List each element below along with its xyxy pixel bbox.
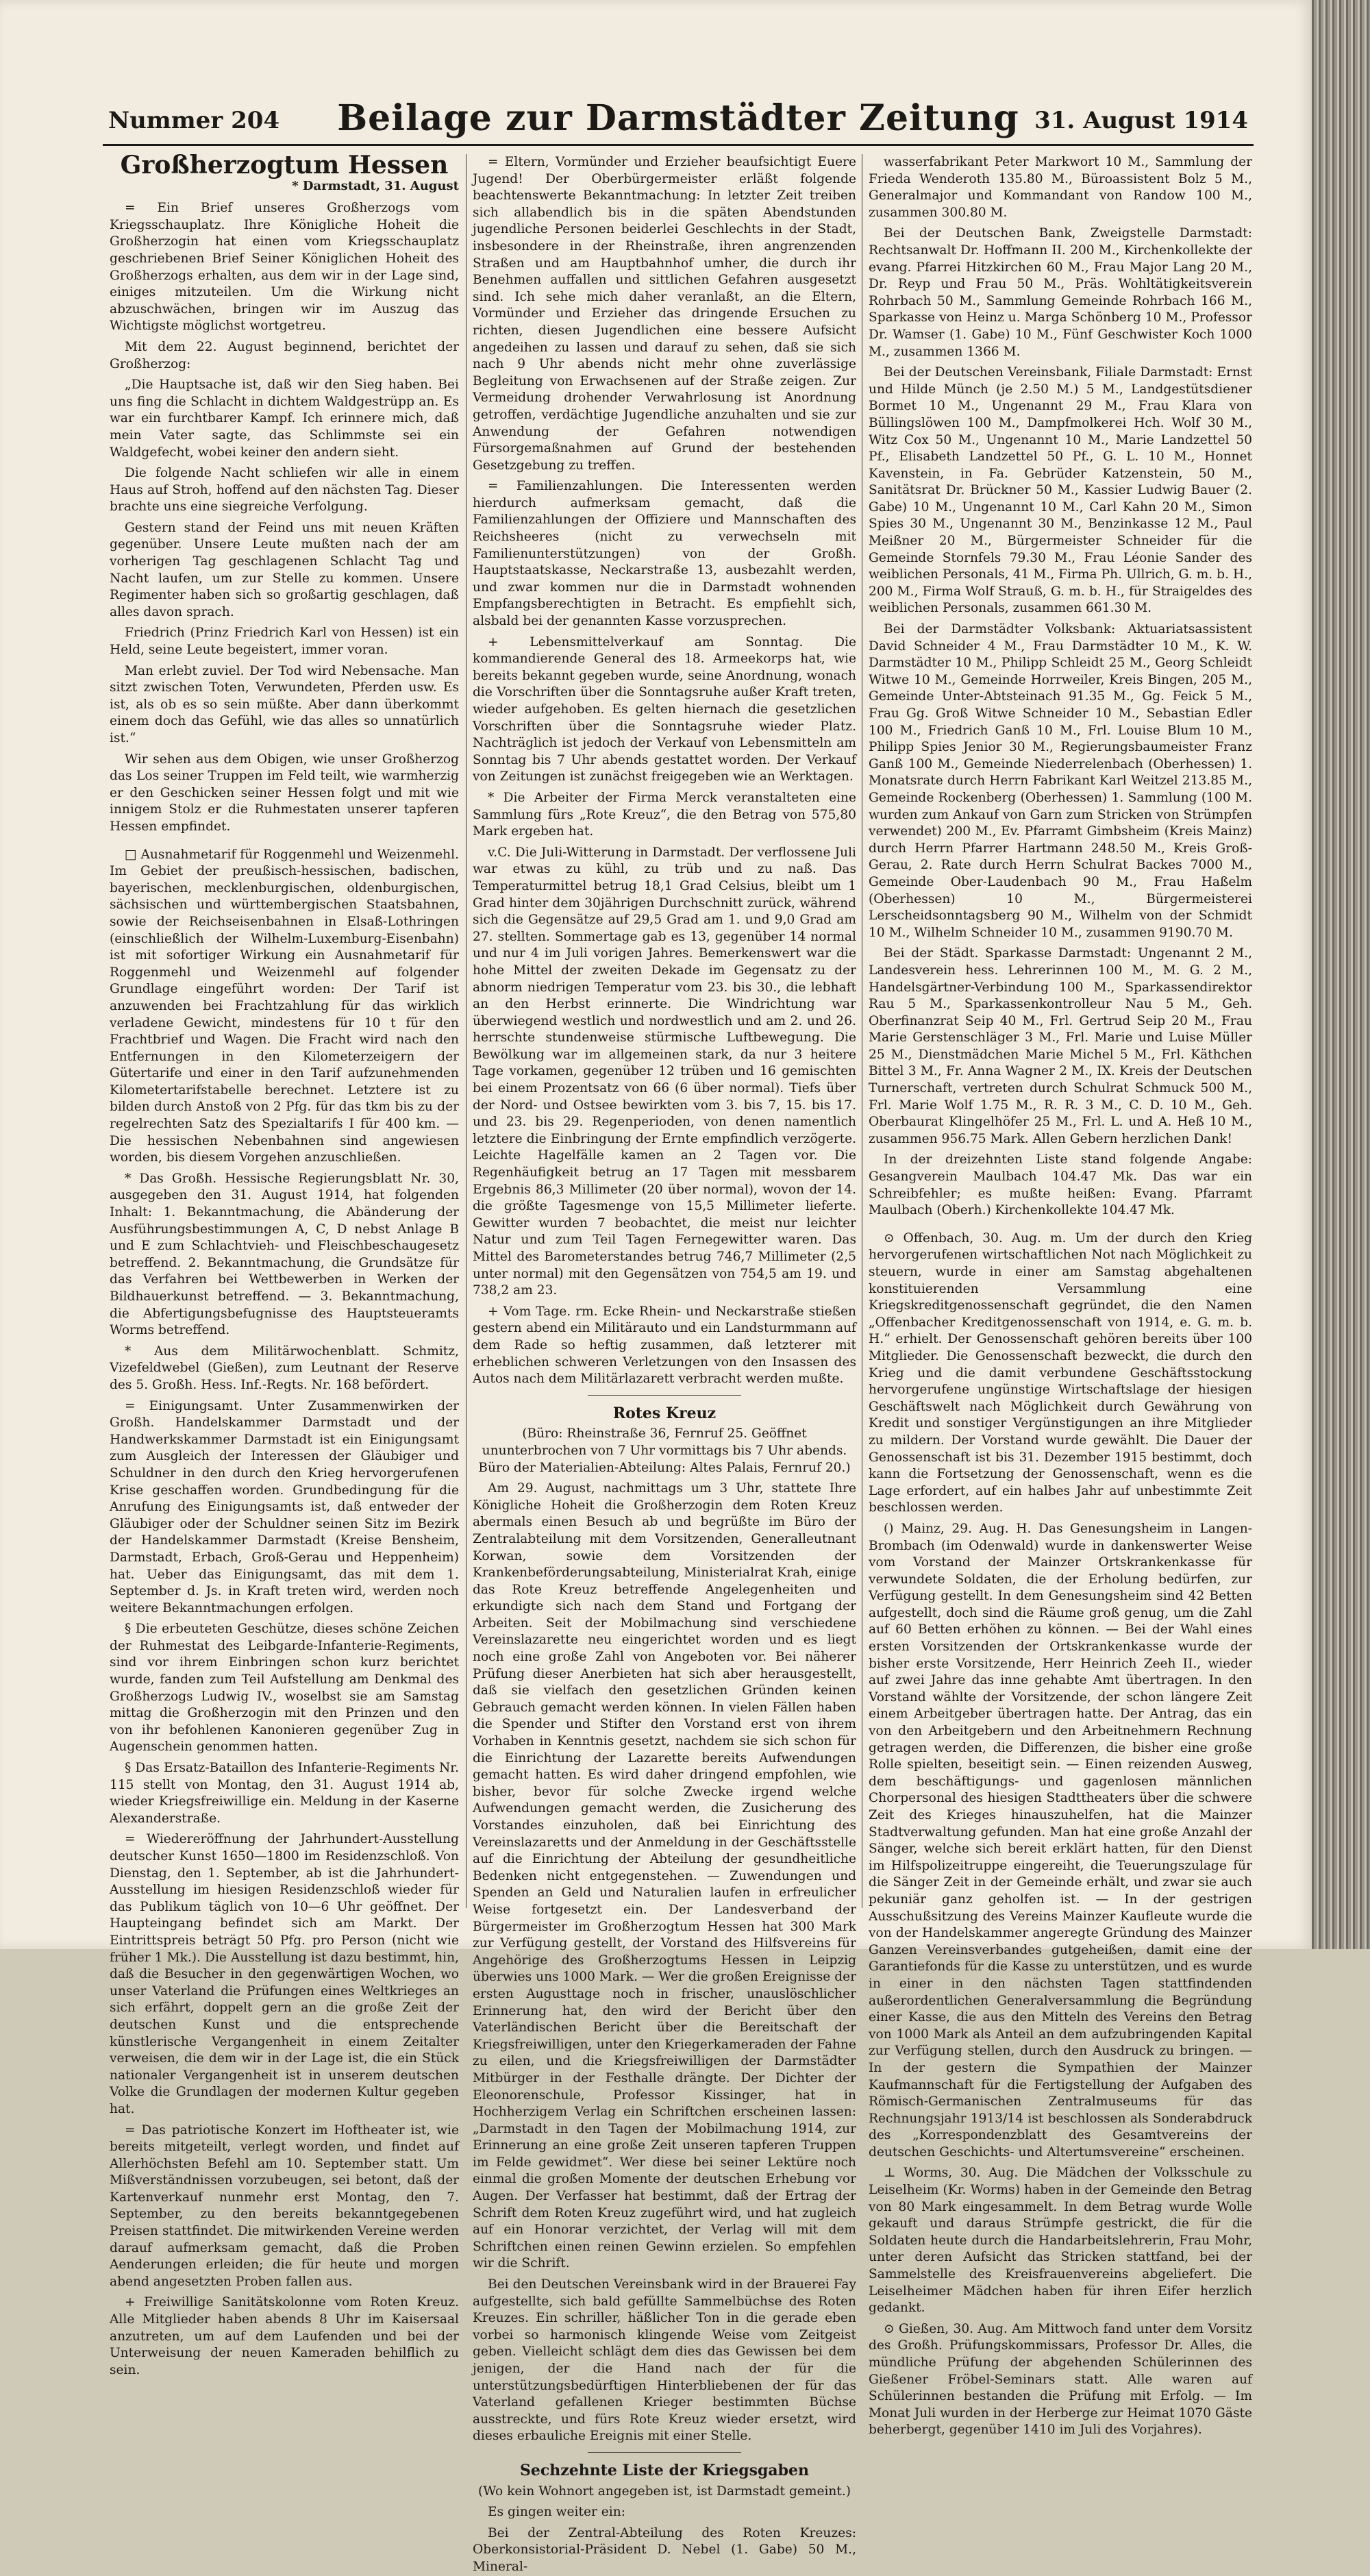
article-paragraph: + Lebensmittelverkauf am Sonntag. Die kommandierende General des 18. Armeekorps hat, wie bereits bekannt gegeben wurde, seine Anordnung, wonach die Vorschriften über die Sonntagsruhe außer Kraft treten, wieder aufgehoben. Es gelten hiernach die gesetzlichen Vorschriften über die Sonntagsruhe wieder Platz. Nachträglich ist jedoch der Verkauf von Lebensmitteln am Sonntag bis 7 Uhr abends gestattet worden. Der Verkauf von Zeitungen ist zunächst freigegeben wie an Werktagen. xyxy=(473,634,856,784)
divider xyxy=(588,1395,741,1396)
article-paragraph: Bei der Städt. Sparkasse Darmstadt: Ungenannt 2 M., Landesverein hess. Lehrerinnen 100 M., M. G. 2 M., Handelsgärtner-Verbindung 100 M., Sparkassendirektor Rau 5 M., Sparkassenkontrolleur Nau 5 M., Geh. Oberfinanzrat Seip 40 M., Frl. Gertrud Seip 20 M., Frau Marie Gerstenschläger 3 M., Frl. Marie und Luise Müller 25 M., Dienstmädchen Marie Michel 5 M., Frl. Käthchen Bittel 3 M., Fr. Anna Wagner 2 M., IX. Kreis der Deutschen Turnerschaft, vertreten durch Schulrat Schmuck 500 M., Frl. Marie Wolf 1.75 M., R. R. 3 M., C. D. 10 M., Geh. Oberbaurat Klingelhöfer 25 M., Frl. L. und A. Heß 10 M., zusammen 956.75 Mark. Allen Gebern herzlichen Dank! xyxy=(869,946,1252,1146)
article-paragraph: ⊥ Worms, 30. Aug. Die Mädchen der Volksschule zu Leiselheim (Kr. Worms) haben in der Gemeinde den Betrag von 80 Mark eingesammelt. In dem Betrag wurde Wolle gekauft und daraus Strümpfe gestrickt, die für die Soldaten heute durch die Handarbeitslehrerin, Frau Mohr, unter deren Aufsicht das Stricken stattfand, bei der Sammelstelle des Kreisfrauenvereins abgeliefert. Die Leiselheimer Mädchen haben für ihren Eifer herzlich gedankt. xyxy=(869,2166,1252,2316)
issue-number: Nummer 204 xyxy=(108,107,280,134)
article-paragraph: Am 29. August, nachmittags um 3 Uhr, stattete Ihre Königliche Hoheit die Großherzogin dem Roten Kreuz abermals einen Besuch ab und begrüßte im Büro der Zentralabteilung mit dem Vorsitzenden, Generalleutnant Korwan, sowie dem Vorsitzenden der Krankenbeförderungsabteilung, Ministerialrat Krah, einige das Rote Kreuz betreffende Angelegenheiten und erkundigte sich nach dem Stand und Fortgang der Arbeiten. Seit der Mobilmachung sind verschiedene Vereinslazarette neu eingerichtet worden und es liegt noch eine große Zahl von Angeboten vor. Bei näherer Prüfung dieser Anerbieten hat sich aber herausgestellt, daß sie vielfach den gesetzlichen Gründen keinen Gebrauch gemacht werden können. In vielen Fällen haben die Spender und Stifter den Vorstand erst von ihrem Vorhaben in Kenntnis gesetzt, nachdem sie sich schon für die Einrichtung der Lazarette bereits Aufwendungen gemacht hatten. Es wird daher dringend empfohlen, wie bisher, bevor für solche Zwecke irgend welche Aufwendungen gemacht werden, die Zusicherung des Vorstandes einzuholen, daß bei Einrichtung des Vereinslazaretts und der Anmeldung in der Geschäftsstelle auf die Einrichtung der Abteilung der gesundheitliche Bedenken nicht entgegenstehen. — Zuwendungen und Spenden an Geld und Naturalien laufen in erfreulicher Weise fortgesetzt ein. Der Landesverband der Bürgermeister im Großherzogtum Hessen hat 300 Mark zur Verfügung gestellt, der Vorstand des Hilfsvereins für Angehörige des Großherzogtums Hessen in Leipzig überwies uns 1000 Mark. — Wer die großen Ereignisse der ersten Augusttage noch in frischer, unauslöschlicher Erinnerung hat, den wird der Bericht über den Vaterländischen Bericht über die Bereitschaft der Kriegsfreiwilligen, unter den Kriegerkameraden der Fahne zu eilen, und die Kriegsfreiwilligen der Darmstädter Mitbürger in der Festhalle drängte. Der Dichter der Eleonorenschule, Professor Kissinger, hat in Hochherzigem Verlag ein Schriftchen erscheinen lassen: „Darmstadt in den Tagen der Mobilmachung 1914, zur Erinnerung an eine große Zeit unseren tapferen Truppen im Felde gewidmet“. Wer diese bei seiner Lektüre noch einmal die großen Momente der deutschen Erhebung vor Augen. Der Verfasser hat bestimmt, daß der Ertrag der Schrift dem Roten Kreuz zugeführt wird, und hat zugleich auf ein Honorar verzichtet, der Verlag will mit dem Schriftchen einen reinen Gewinn erzielen. So empfehlen wir die Schrift. xyxy=(473,1481,856,2271)
article-paragraph: § Die erbeuteten Geschütze, dieses schöne Zeichen der Ruhmestat des Leibgarde-Infanterie-Regiments, sind vor ihrem Einbringen schon kurz berichtet wurde, fanden zum Teil Aufstellung am Denkmal des Großherzogs Ludwig IV., woselbst sie am Samstag mittag die Großherzogin mit den Prinzen und den von ihr befohlenen Kanonieren gegenüber Zug in Augenschein genommen hatten. xyxy=(110,1622,459,1755)
article-paragraph: = Eltern, Vormünder und Erzieher beaufsichtigt Euere Jugend! Der Oberbürgermeister erläßt folgende beachtenswerte Bekanntmachung: In letzter Zeit treiben sich allabendlich bis in die späten Abendstunden jugendliche Personen beiderlei Geschlechts in der Stadt, insbesondere in der Rheinstraße, ihren angrenzenden Straßen und am Hauptbahnhof umher, die durch ihr Benehmen auffallen und sittlichen Gefahren ausgesetzt sind. Ich sehe mich daher veranlaßt, an die Eltern, Vormünder und Erzieher das dringende Ersuchen zu richten, diesen Jugendlichen eine bessere Aufsicht angedeihen zu lassen und darauf zu sehen, daß sie sich nach 9 Uhr abends nicht mehr ohne zuverlässige Begleitung von Erwachsenen auf der Straße zeigen. Zur Vermeidung drohender Verwahrlosung ist Anordnung getroffen, verdächtige Jugendliche anzuhalten und sie zur Anwendung der Gefahren notwendigen Fürsorgemaßnahmen auf Grund der bestehenden Gesetzgebung zu treffen. xyxy=(473,155,856,473)
article-paragraph: v.C. Die Juli-Witterung in Darmstadt. Der verflossene Juli war etwas zu kühl, zu trüb und zu naß. Das Temperaturmittel betrug 18,1 Grad Celsius, bleibt um 1 Grad hinter dem 30jährigen Durchschnitt zurück, während sich die Gegensätze auf 29,5 Grad am 1. und 9,0 Grad am 27. stellten. Sommertage gab es 13, gegenüber 14 normal und nur 4 im Juli vorigen Jahres. Bemerkenswert war die hohe Mittel der zweiten Dekade im Gegensatz zu der abnorm niedrigen Temperatur vom 23. bis 30., die lebhaft an den Herbst erinnerte. Die Windrichtung war überwiegend westlich und nordwestlich und am 2. und 26. herrschte stundenweise stürmische Luftbewegung. Die Bewölkung war im allgemeinen stark, da nur 3 heitere Tage vorkamen, gegenüber 12 trüben und 16 gemischten bei einem Prozentsatz von 66 (6 über normal). Tiefs über der Nord- und Ostsee bewirkten vom 3. bis 7, 15. bis 17. und 23. bis 29. Regenperioden, von denen namentlich letztere die Einbringung der Ernte empfindlich verzögerte. Leichte Hagelfälle kamen an 2 Tagen vor. Die Regenhäufigkeit betrug an 17 Tagen mit messbarem Ergebnis 86,3 Millimeter (20 über normal), wovon der 14. die größte Tagesmenge von 15,5 Millimeter lieferte. Gewitter wurden 7 beobachtet, die meist nur leichter Natur und zum Teil Tagen Fernegewitter waren. Das Mittel des Barometerstandes betrug 746,7 Millimeter (2,5 unter normal) mit den Gegensätzen von 754,5 am 19. und 738,2 am 23. xyxy=(473,845,856,1298)
article-paragraph: ⊙ Offenbach, 30. Aug. m. Um der durch den Krieg hervorgerufenen wirtschaftlichen Not nach Möglichkeit zu steuern, wurde in einer am Samstag abgehaltenen konstituierenden Versammlung eine Kriegskreditgenossenschaft gegründet, die den Namen „Offenbacher Kreditgenossenschaft von 1914, e. G. m. b. H.“ erhielt. Der Genossenschaft gehören bereits über 100 Mitglieder. Die Genossenschaft bezweckt, die durch den Krieg und die damit verbundene Geschäftsstockung hervorgerufene ungünstige Wirtschaftslage der hiesigen Geschäftswelt nach Möglichkeit durch Gewährung von Kredit und sonstiger Vergünstigungen an ihre Mitglieder zu mildern. Der Vorstand wurde gewählt. Die Dauer der Genossenschaft ist bis 31. Dezember 1915 bestimmt, doch kann die Fortsetzung der Genossenschaft, wenn es die Lage erfordert, auf ein halbes Jahr auf unbestimmte Zeit beschlossen werden. xyxy=(869,1230,1252,1515)
column-3 xyxy=(869,154,1252,2438)
section-title: Großherzogtum Hessen xyxy=(120,151,449,179)
article-paragraph: § Das Ersatz-Bataillon des Infanterie-Regiments Nr. 115 stellt von Montag, den 31. August 1914 ab, wieder Kriegsfreiwillige ein. Meldung in der Kaserne Alexanderstraße. xyxy=(110,1761,459,1826)
article-paragraph: wasserfabrikant Peter Markwort 10 M., Sammlung der Frieda Wenderoth 135.80 M., Büroassistent Bolz 5 M., Generalmajor und Kommandant von Randow 100 M., zusammen 300.80 M. xyxy=(869,155,1252,220)
article-paragraph: = Wiedereröffnung der Jahrhundert-Ausstellung deutscher Kunst 1650—1800 im Residenzschloß. Von Dienstag, den 1. September, ab ist die Jahrhundert-Ausstellung im hiesigen Residenzschloß wieder für das Publikum täglich von 10—6 Uhr geöffnet. Der Haupteingang befindet sich am Markt. Der Eintrittspreis beträgt 50 Pfg. pro Person (nicht wie früher 1 Mk.). Die Ausstellung ist dazu bestimmt, hin, daß die Besucher in den gegenwärtigen Wochen, wo unser Vaterland die Prüfungen eines Weltkrieges an sich erfährt, doppelt gern an die große Zeit der deutschen Kunst und die entsprechende künstlerische Vergangenheit in einem Zeitalter verweisen, die dem wir in der Lage ist, die ein Stück nationaler Vergangenheit ist in unserem deutschen Volke die Grundlagen der modernen Kultur gegeben hat. xyxy=(110,1832,459,2116)
book-binding-edge xyxy=(1312,0,1370,1949)
article-paragraph: Man erlebt zuviel. Der Tod wird Nebensache. Man sitzt zwischen Toten, Verwundeten, Pferden usw. Es ist, als ob es so sein müßte. Aber dann überkommt einem doch das Gefühl, wie das alles so unnatürlich ist.“ xyxy=(110,663,459,745)
article-paragraph: Friedrich (Prinz Friedrich Karl von Hessen) ist ein Held, seine Leute begeistert, immer voran. xyxy=(110,626,459,658)
article-paragraph: + Freiwillige Sanitätskolonne vom Roten Kreuz. Alle Mitglieder haben abends 8 Uhr im Kaisersaal anzutreten, um auf dem Laufenden und bei der Unterweisung der neuen Kameraden behilflich zu sein. xyxy=(110,2295,459,2377)
rotes-kreuz-note: (Büro: Rheinstraße 36, Fernruf 25. Geöffnet ununterbrochen von 7 Uhr vormittags bis 7 Uhr abends. Büro der Materialien-Abteilung: Altes Palais, Fernruf 20.) xyxy=(478,1426,851,1475)
article-paragraph: Gestern stand der Feind uns mit neuen Kräften gegenüber. Unsere Leute mußten nach der am vorherigen Tag geschlagenen Schlacht Tag und Nacht laufen, um zur Stelle zu kommen. Unsere Regimenter haben sich so großartig geschlagen, daß alles davon sprach. xyxy=(110,520,459,619)
article-paragraph: () Mainz, 29. Aug. H. Das Genesungsheim in Langen-Brombach (im Odenwald) wurde in dankenswerter Weise vom Vorstand der Mainzer Ortskrankenkasse für verwundete Soldaten, die der Erholung bedürfen, zur Verfügung gestellt. In dem Genesungsheim sind 42 Betten aufgestellt, doch sind die Räume groß genug, um die Zahl auf 60 Betten erhöhen zu können. — Bei der Wahl eines ersten Vorsitzenden der Ortskrankenkasse wurde der bisher erste Vorsitzende, Herr Heinrich Zeeh II., wieder auf zwei Jahre das inne gehabte Amt übertragen. In den Vorstand wählte der Vorsitzende, der schon längere Zeit einem Arbeitgeber übertragen hatte. Der Antrag, das ein von den Arbeitgebern und den Arbeitnehmern Rechnung getragen werden, die Differenzen, die bisher eine große Rolle spielten, beseitigt sein. — Einen reizenden Ausweg, dem beschäftigungs- und gagenlosen männlichen Chorpersonal des hiesigen Stadttheaters über die schwere Zeit des Krieges hinauszuhelfen, hat die Mainzer Stadtverwaltung gefunden. Man hat eine große Anzahl der Sänger, welche sich bereit erklärt hatten, für den Dienst im Hilfspolizeitruppe eingereiht, die Teuerungszulage für die Sänger Zeit in der Gemeinde erhält, und zwar sie auch pekuniär ganz geholfen ist. — In der gestrigen Ausschußsitzung des Vereins Mainzer Kaufleute wurde die von der Handelskammer angeregte Gründung des Mainzer Ganzen Vereinsverbandes gutgeheißen, damit eine der Garantiefonds für die Kasse zu unterstützen, und es wurde in einer in den nächsten Tagen stattfindenden außerordentlichen Generalversammlung die Begründung einer Kasse, die aus den Mitteln des Vereins den Betrag von 1000 Mark als Anteil an dem aufzubringenden Kapital zur Verfügung stellen, durch den Ausdruck zu bringen. — In der gestern die Sympathien der Mainzer Kaufmannschaft für die Fertigstellung der Aufgaben des Römisch-Germanischen Zentralmuseums für das Rechnungsjahr 1913/14 ist beschlossen als Sonderabdruck des „Korrespondenzblatt des Gesamtvereins der deutschen Geschichts- und Altertumsvereine“ erscheinen. xyxy=(869,1521,1252,2159)
column-1 xyxy=(110,151,459,2377)
article-paragraph: + Vom Tage. rm. Ecke Rhein- und Neckarstraße stießen gestern abend ein Militärauto und ein Landsturmmann auf dem Rade so heftig zusammen, daß letzterer mit erheblichen schweren Verletzungen von den Insassen des Autos nach dem Militärlazarett verbracht werden mußte. xyxy=(473,1304,856,1387)
divider xyxy=(588,2452,741,2453)
rotes-kreuz-heading: Rotes Kreuz xyxy=(612,1404,717,1422)
liste-heading: Sechzehnte Liste der Kriegsgaben xyxy=(519,2461,810,2479)
article-paragraph: = Einigungsamt. Unter Zusammenwirken der Großh. Handelskammer Darmstadt und der Handwerkskammer Darmstadt ist ein Einigungsamt zum Ausgleich der Interessen der Gläubiger und Schuldner in den durch den Krieg hervorgerufenen Krise geschaffen worden. Grundbedingung für die Anrufung des Einigungsamts ist, daß entweder der Gläubiger oder der Schuldner seinen Sitz im Bezirk der Handelskammer Darmstadt (Kreise Bensheim, Darmstadt, Erbach, Groß-Gerau und Heppenheim) hat. Ueber das Einigungsamt, das mit dem 1. September d. Js. in Kraft treten wird, werden noch weitere Bekanntmachungen erfolgen. xyxy=(110,1398,459,1615)
article-paragraph: * Das Großh. Hessische Regierungsblatt Nr. 30, ausgegeben den 31. August 1914, hat folgenden Inhalt: 1. Bekanntmachung, die Abänderung der Ausführungsbestimmungen A, C, D nebst Anlage B und E zum Schlachtvieh- und Fleischbeschaugesetz betreffend. 2. Bekanntmachung, die Grundsätze für das Verfahren bei Wettbewerben in Werken der Bildhauerkunst betreffend. — 3. Bekanntmachung, die Abfertigungsbefugnisse des Hauptsteueramts Worms betreffend. xyxy=(110,1171,459,1338)
liste-note: (Wo kein Wohnort angegeben ist, ist Darmstadt gemeint.) xyxy=(477,2484,851,2499)
article-paragraph: * Aus dem Militärwochenblatt. Schmitz, Vizefeldwebel (Gießen), zum Leutnant der Reserve des 5. Großh. Hess. Inf.-Regts. Nr. 168 befördert. xyxy=(110,1343,459,1392)
article-paragraph: Bei der Zentral-Abteilung des Roten Kreuzes: Oberkonsistorial-Präsident D. Nebel (1. Gabe) 50 M., Mineral- xyxy=(473,2525,856,2574)
article-paragraph: ⊙ Gießen, 30. Aug. Am Mittwoch fand unter dem Vorsitz des Großh. Prüfungskommissars, Professor Dr. Alles, die mündliche Prüfung der abgehenden Schülerinnen des Gießener Fröbel-Seminars statt. Alle waren auf Schülerinnen bestanden die Prüfung mit Erfolg. — Im Monat Juli wurden in der Herberge zur Heimat 1070 Gäste beherbergt, gegenüber 1410 im Juli des Vorjahres). xyxy=(869,2321,1252,2438)
newspaper-title: Beilage zur Darmstädter Zeitung xyxy=(337,97,1019,139)
dateline: * Darmstadt, 31. August xyxy=(292,178,459,193)
issue-date: 31. August 1914 xyxy=(1034,107,1248,134)
liste-intro: Es gingen weiter ein: xyxy=(488,2505,625,2520)
article-paragraph: Bei der Deutschen Vereinsbank, Filiale Darmstadt: Ernst und Hilde Münch (je 2.50 M.) 5 M., Landgestütsdiener Bormet 10 M., Ungenannt 29 M., Frau Klara von Büllingslöwen 100 M., Dampfmolkerei Hch. Wolf 30 M., Witz Cox 50 M., Ungenannt 10 M., Marie Landzettel 50 Pf., Elisabeth Landzettel 50 Pf., G. L. 10 M., Honnet Kavenstein, in Fa. Gebrüder Katzenstein, 50 M., Sanitätsrat Dr. Brückner 50 M., Kassier Ludwig Bauer (2. Gabe) 10 M., Ungenannt 10 M., Carl Kahn 20 M., Simon Spies 30 M., Ungenannt 30 M., Benzinkasse 12 M., Paul Meißner 20 M., Bürgermeister Schneider für die Gemeinde Stornfels 79.30 M., Frau Léonie Sander des weiblichen Personals, 41 M., Firma Ph. Ullrich, G. m. b. H., 200 M., Firma Wolf Strauß, G. m. b. H., für Straigeldes des weiblichen Personals, zusammen 661.30 M. xyxy=(869,365,1252,616)
article-paragraph: Mit dem 22. August beginnend, berichtet der Großherzog: xyxy=(110,339,459,371)
masthead xyxy=(103,95,1254,146)
article-paragraph: Bei den Deutschen Vereinsbank wird in der Brauerei Fay aufgestellte, sich bald gefüllte Sammelbüchse des Roten Kreuzes. Ein schriller, häßlicher Ton in die gerade eben vorbei so harmonisch klingende Weise vom Zeitgeist geben. Vielleicht schlägt dem dies das Gewissen bei dem jenigen, der die Hand nach der für die unterstützungsbedürftigen Hinterbliebenen der für das Vaterland gefallenen Krieger bestimmten Büchse ausstreckte, und fürs Rote Kreuz wieder ersetzt, wird dieses erbauliche Ereignis mit einer Stelle. xyxy=(473,2277,856,2444)
article-paragraph: „Die Hauptsache ist, daß wir den Sieg haben. Bei uns fing die Schlacht in dichtem Waldgestrüpp an. Es war ein furchtbarer Kampf. Ich erinnere mich, daß mein Vater sagte, das Schlimmste sei ein Waldgefecht, wobei keiner den andern sieht. xyxy=(110,377,459,460)
article-paragraph: Wir sehen aus dem Obigen, wie unser Großherzog das Los seiner Truppen im Feld teilt, wie warmherzig er den Geschicken seiner Hessen folgt und mit wie innigem Stolz er die Ruhmestaten unserer tapferen Hessen empfindet. xyxy=(110,752,459,834)
article-paragraph: In der dreizehnten Liste stand folgende Angabe: Gesangverein Maulbach 104.47 Mk. Das war ein Schreibfehler; es mußte heißen: Evang. Pfarramt Maulbach (Oberh.) Kirchenkollekte 104.47 Mk. xyxy=(869,1152,1252,1218)
article-paragraph: Die folgende Nacht schliefen wir alle in einem Haus auf Stroh, hoffend auf den nächsten Tag. Dieser brachte uns eine siegreiche Verfolgung. xyxy=(110,466,459,515)
article-paragraph: = Familienzahlungen. Die Interessenten werden hierdurch aufmerksam gemacht, daß die Familienzahlungen der Offiziere und Mannschaften des Reichsheeres (nicht zu verwechseln mit Familienunterstützungen) von der Großh. Hauptstaatskasse, Neckarstraße 13, ausbezahlt werden, und zwar kommen nur die in Darmstadt wohnenden Empfangsberechtigten in Betracht. Es empfiehlt sich, alsbald bei der genannten Kasse vorzusprechen. xyxy=(473,479,856,629)
article-paragraph: = Das patriotische Konzert im Hoftheater ist, wie bereits mitgeteilt, verlegt worden, und findet auf Allerhöchsten Befehl am 10. September statt. Um Mißverständnissen vorzubeugen, sei betont, daß der Kartenverkauf nunmehr erst Montag, den 7. September, zu den bereits bekanntgegebenen Preisen stattfindet. Die mitwirkenden Vereine werden darauf aufmerksam gemacht, daß die Proben Aenderungen erleiden; die für heute und morgen abend angesetzten Proben fallen aus. xyxy=(110,2122,459,2289)
article-paragraph: □ Ausnahmetarif für Roggenmehl und Weizenmehl. Im Gebiet der preußisch-hessischen, badischen, bayerischen, mecklenburgischen, oldenburgischen, sächsischen und württembergischen Staatsbahnen, sowie der Reichseisenbahnen in Elsaß-Lothringen (einschließlich der Wilhelm-Luxemburg-Eisenbahn) ist mit sofortiger Wirkung ein Ausnahmetarif für Roggenmehl und Weizenmehl auf folgender Grundlage eingeführt worden: Der Tarif ist anzuwenden bei Frachtzahlung für das wirklich verladene Gewicht, mindestens für 10 t für den Frachtbrief und Wagen. Die Fracht wird nach den Entfernungen in den Kilometerzeigern der Gütertarife und einer in den Tarif aufzunehmenden Kilometertarifstabelle berechnet. Letztere ist zu bilden durch Anstoß von 2 Pfg. für das tkm bis zu der regelrechten Satz des Spezialtarifs I für 400 km. — Die hessischen Nebenbahnen sind angewiesen worden, bis diesem Vorgehen anzuschließen. xyxy=(110,847,459,1165)
column-2 xyxy=(473,154,856,2574)
article-paragraph: * Die Arbeiter der Firma Merck veranstalteten eine Sammlung fürs „Rote Kreuz“, die den Betrag von 575,80 Mark ergeben hat. xyxy=(473,790,856,839)
article-paragraph: Bei der Darmstädter Volksbank: Aktuariatsassistent David Schneider 4 M., Frau Darmstädter 10 M., K. W. Darmstädter 10 M., Philipp Schleidt 25 M., Georg Schleidt Witwe 10 M., Gemeinde Horrweiler, Kreis Bingen, 205 M., Gemeinde Unter-Abtsteinach 91.35 M., Gg. Feick 5 M., Frau Gg. Groß Witwe Schneider 10 M., Sebastian Edler 100 M., Friedrich Ganß 10 M., Frl. Louise Blum 10 M., Philipp Spies Jenior 30 M., Regierungsbaumeister Franz Ganß 100 M., Gemeinde Niederrelenbach (Oberhessen) 1. Monatsrate durch Herrn Fabrikant Karl Weitzel 213.85 M., Gemeinde Rockenberg (Oberhessen) 1. Sammlung (100 M. wurden zum Ankauf von Garn zum Stricken von Strümpfen verwendet) 200 M., Ev. Pfarramt Gimbsheim (Kreis Mainz) durch Herrn Pfarrer Hartmann 248.50 M., Kreis Groß-Gerau, 2. Rate durch Herrn Schulrat Backes 7000 M., Gemeinde Ober-Laudenbach 90 M., Frau Haßelm (Oberhessen) 10 M., Bürgermeisterei Lerscheidsonntagsberg 90 M., Wilhelm von der Schmidt 10 M., Wilhelm Schneider 10 M., zusammen 9190.70 M. xyxy=(869,622,1252,940)
article-paragraph: = Ein Brief unseres Großherzogs vom Kriegsschauplatz. Ihre Königliche Hoheit die Großherzogin hat einen vom Kriegsschauplatz geschriebenen Brief Seiner Königlichen Hoheit des Großherzogs erhalten, aus dem wir in der Lage sind, einiges mitzuteilen. Um die Wirkung nicht abzuschwächen, bringen wir im Auszug das Wichtigste möglichst wortgetreu. xyxy=(110,201,459,334)
article-paragraph: Bei der Deutschen Bank, Zweigstelle Darmstadt: Rechtsanwalt Dr. Hoffmann II. 200 M., Kirchenkollekte der evang. Pfarrei Hitzkirchen 60 M., Frau Major Lang 20 M., Dr. Reyp und Frau 50 M., Präs. Wohltätigkeitsverein Rohrbach 50 M., Sammlung Gemeinde Rohrbach 166 M., Sparkasse von Heinz u. Marga Schönberg 10 M., Professor Dr. Wamser (1. Gabe) 10 M., Fünf Geschwister Koch 1000 M., zusammen 1366 M. xyxy=(869,226,1252,359)
